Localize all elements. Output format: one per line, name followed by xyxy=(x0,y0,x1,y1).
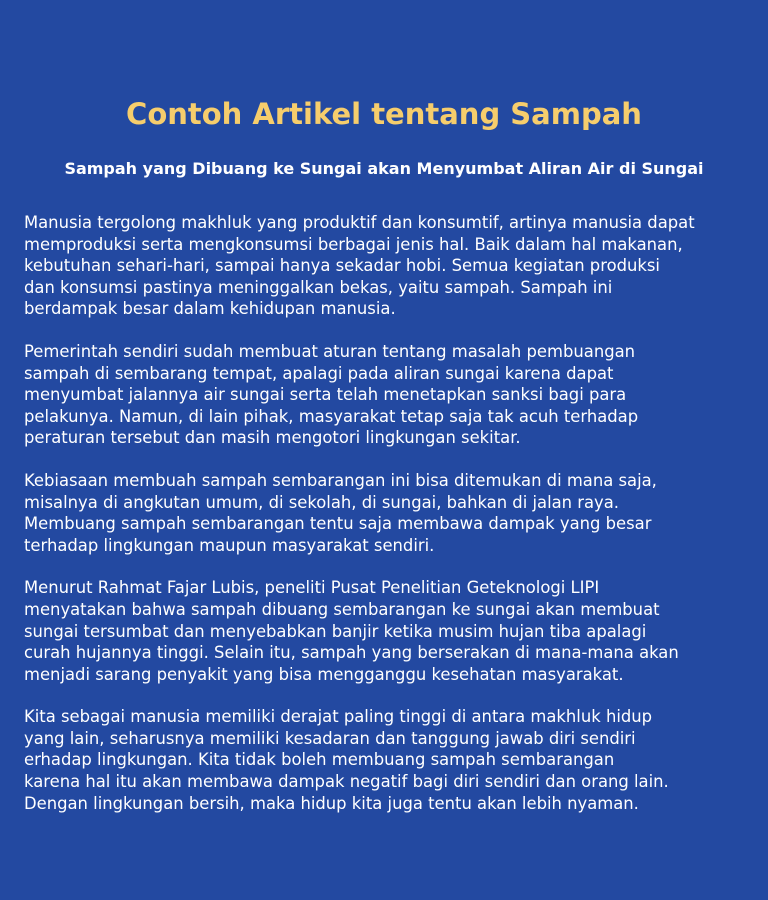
paragraph xyxy=(24,706,764,814)
paragraph-line: Dengan lingkungan bersih, maka hidup kita juga tentu akan lebih nyaman. xyxy=(24,793,639,813)
paragraph-line: pelakunya. Namun, di lain pihak, masyarakat tetap saja tak acuh terhadap xyxy=(24,406,639,426)
paragraph-line: curah hujannya tinggi. Selain itu, sampah yang berserakan di mana-mana akan xyxy=(24,643,679,663)
paragraph-line: misalnya di angkutan umum, di sekolah, di sungai, bahkan di jalan raya. xyxy=(24,492,620,512)
paragraph-line: peraturan tersebut dan masih mengotori lingkungan sekitar. xyxy=(24,428,521,448)
paragraph-line: Menurut Rahmat Fajar Lubis, peneliti Pusat Penelitian Geteknologi LIPI xyxy=(24,578,600,598)
paragraph-line: Pemerintah sendiri sudah membuat aturan tentang masalah pembuangan xyxy=(24,341,636,361)
paragraph-line: Kita sebagai manusia memiliki derajat paling tinggi di antara makhluk hidup xyxy=(24,707,653,727)
paragraph-line: terhadap lingkungan maupun masyarakat sendiri. xyxy=(24,535,435,555)
paragraph xyxy=(24,470,764,556)
paragraph-line: menjadi sarang penyakit yang bisa mengganggu kesehatan masyarakat. xyxy=(24,664,624,684)
paragraph xyxy=(24,341,764,449)
paragraph-line: memproduksi serta mengkonsumsi berbagai jenis hal. Baik dalam hal makanan, xyxy=(24,234,683,254)
paragraph-line: berdampak besar dalam kehidupan manusia. xyxy=(24,299,396,319)
paragraph-line: menyatakan bahwa sampah dibuang sembarangan ke sungai akan membuat xyxy=(24,599,660,619)
paragraph-line: sampah di sembarang tempat, apalagi pada aliran sungai karena dapat xyxy=(24,363,614,383)
paragraph-line: erhadap lingkungan. Kita tidak boleh membuang sampah sembarangan xyxy=(24,750,615,770)
paragraph-line: Manusia tergolong makhluk yang produktif dan konsumtif, artinya manusia dapat xyxy=(24,213,695,232)
paragraph-line: yang lain, seharusnya memiliki kesadaran dan tanggung jawab diri sendiri xyxy=(24,728,636,748)
paragraph-line: dan konsumsi pastinya meninggalkan bekas, yaitu sampah. Sampah ini xyxy=(24,277,613,297)
paragraph-line: Membuang sampah sembarangan tentu saja membawa dampak yang besar xyxy=(24,514,652,534)
article-subtitle: Sampah yang Dibuang ke Sungai akan Menyumbat Aliran Air di Sungai xyxy=(64,159,704,178)
paragraph-line: menyumbat jalannya air sungai serta telah menetapkan sanksi bagi para xyxy=(24,385,627,405)
paragraph-line: kebutuhan sehari-hari, sampai hanya sekadar hobi. Semua kegiatan produksi xyxy=(24,256,660,276)
paragraph-line: karena hal itu akan membawa dampak negatif bagi diri sendiri dan orang lain. xyxy=(24,772,669,792)
paragraph xyxy=(24,212,764,320)
paragraph-line: sungai tersumbat dan menyebabkan banjir ketika musim hujan tiba apalagi xyxy=(24,621,647,641)
paragraph xyxy=(24,577,764,685)
article-title: Contoh Artikel tentang Sampah xyxy=(126,97,642,131)
article-body xyxy=(24,212,764,835)
paragraph-line: Kebiasaan membuah sampah sembarangan ini bisa ditemukan di mana saja, xyxy=(24,470,657,490)
